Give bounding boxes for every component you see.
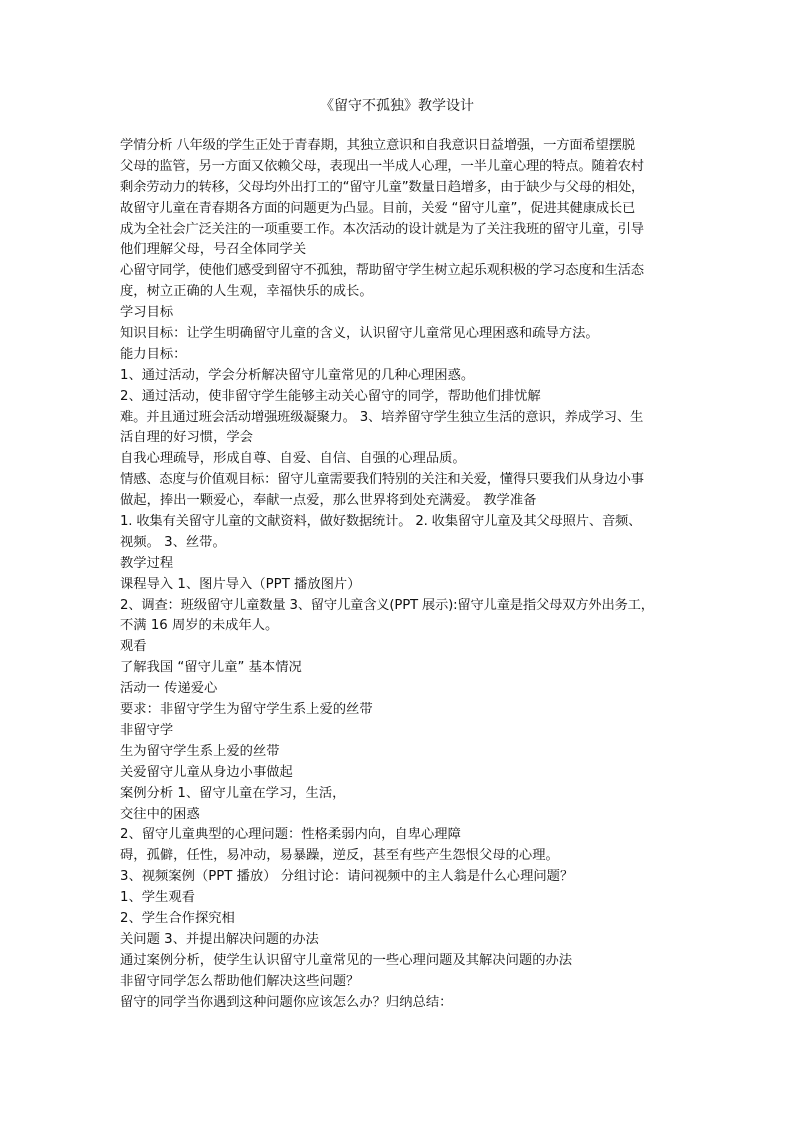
document-body xyxy=(120,136,680,1013)
text-line: 留守的同学当你遇到这种问题你应该怎么办？归纳总结： xyxy=(120,994,453,1010)
text-line: 度，树立正确的人生观，幸福快乐的成长。 xyxy=(120,284,373,300)
text-line: 1. 收集有关留守儿童的文献资料，做好数据统计。 2. 收集留守儿童及其父母照片、音频、 xyxy=(120,514,642,530)
text-line: 故留守儿童在青春期各方面的问题更为凸显。目前，关爱 “留守儿童”，促进其健康成长已 xyxy=(120,200,636,216)
text-line: 要求：非留守学生为留守学生系上爱的丝带 xyxy=(120,702,373,718)
text-line: 观看 xyxy=(120,639,147,655)
text-line: 不满 16 周岁的未成年人。 xyxy=(120,618,279,634)
text-line: 案例分析 1、留守儿童在学习，生活， xyxy=(120,785,346,801)
text-line: 他们理解父母，号召全体同学关 xyxy=(120,242,307,258)
text-line: 做起，捧出一颗爱心，奉献一点爱，那么世界将到处充满爱。 教学准备 xyxy=(120,493,537,509)
text-line: 活自理的好习惯，学会 xyxy=(120,430,253,446)
text-line: 关爱留守儿童从身边小事做起 xyxy=(120,764,293,780)
text-line: 学习目标 xyxy=(120,305,174,321)
text-line: 2、调查：班级留守儿童数量 3、留守儿童含义(PPT 展示):留守儿童是指父母双方外出务工， xyxy=(120,597,654,613)
text-line: 非留守同学怎么帮助他们解决这些问题？ xyxy=(120,973,360,989)
text-line: 关问题 3、并提出解决问题的办法 xyxy=(120,931,319,947)
text-line: 能力目标： xyxy=(120,346,187,362)
text-line: 学情分析 八年级的学生正处于青春期，其独立意识和自我意识日益增强，一方面希望摆脱 xyxy=(120,138,635,153)
text-line: 交往中的困惑 xyxy=(120,806,200,822)
text-line: 课程导入 1、图片导入（PPT 播放图片） xyxy=(120,576,361,592)
text-line: 知识目标：让学生明确留守儿童的含义，认识留守儿童常见心理困惑和疏导方法。 xyxy=(120,326,599,342)
text-line: 2、通过活动，使非留守学生能够主动关心留守的同学，帮助他们排忧解 xyxy=(120,388,541,404)
text-line: 难。并且通过班会活动增强班级凝聚力。 3、培养留守学生独立生活的意识，养成学习、生 xyxy=(120,409,644,425)
text-line: 心留守同学，使他们感受到留守不孤独，帮助留守学生树立起乐观积极的学习态度和生活态 xyxy=(120,263,644,279)
text-line: 3、视频案例（PPT 播放） 分组讨论：请问视频中的主人翁是什么心理问题？ xyxy=(120,869,574,885)
text-line: 父母的监管，另一方面又依赖父母，表现出一半成人心理，一半儿童心理的特点。随着农村 xyxy=(120,158,644,174)
text-line: 碍，孤僻，任性，易冲动，易暴躁，逆反，甚至有些产生怨恨父母的心理。 xyxy=(120,848,559,864)
document-title: 《留守不孤独》教学设计 xyxy=(320,98,474,114)
text-line: 2、学生合作探究相 xyxy=(120,910,235,926)
text-line: 1、学生观看 xyxy=(120,890,195,906)
text-line: 自我心理疏导，形成自尊、自爱、自信、自强的心理品质。 xyxy=(120,451,466,467)
text-line: 视频。 3、丝带。 xyxy=(120,534,226,550)
text-line: 2、留守儿童典型的心理问题：性格柔弱内向，自卑心理障 xyxy=(120,827,461,843)
text-line: 情感、态度与价值观目标：留守儿童需要我们特别的关注和关爱，懂得只要我们从身边小事 xyxy=(120,472,644,488)
text-line: 生为留守学生系上爱的丝带 xyxy=(120,743,280,759)
text-line: 非留守学 xyxy=(120,722,174,738)
text-line: 了解我国 “留守儿童” 基本情况 xyxy=(120,660,302,676)
text-line: 通过案例分析，使学生认识留守儿童常见的一些心理问题及其解决问题的办法 xyxy=(120,952,573,968)
text-line: 成为全社会广泛关注的一项重要工作。本次活动的设计就是为了关注我班的留守儿童，引导 xyxy=(120,221,644,237)
text-line: 1、通过活动，学会分析解决留守儿童常见的几种心理困惑。 xyxy=(120,367,475,383)
text-line: 教学过程 xyxy=(120,555,174,571)
text-line: 剩余劳动力的转移，父母均外出打工的“留守儿童”数量日趋增多，由于缺少与父母的相处， xyxy=(120,179,645,195)
text-line: 活动一 传递爱心 xyxy=(120,681,218,697)
